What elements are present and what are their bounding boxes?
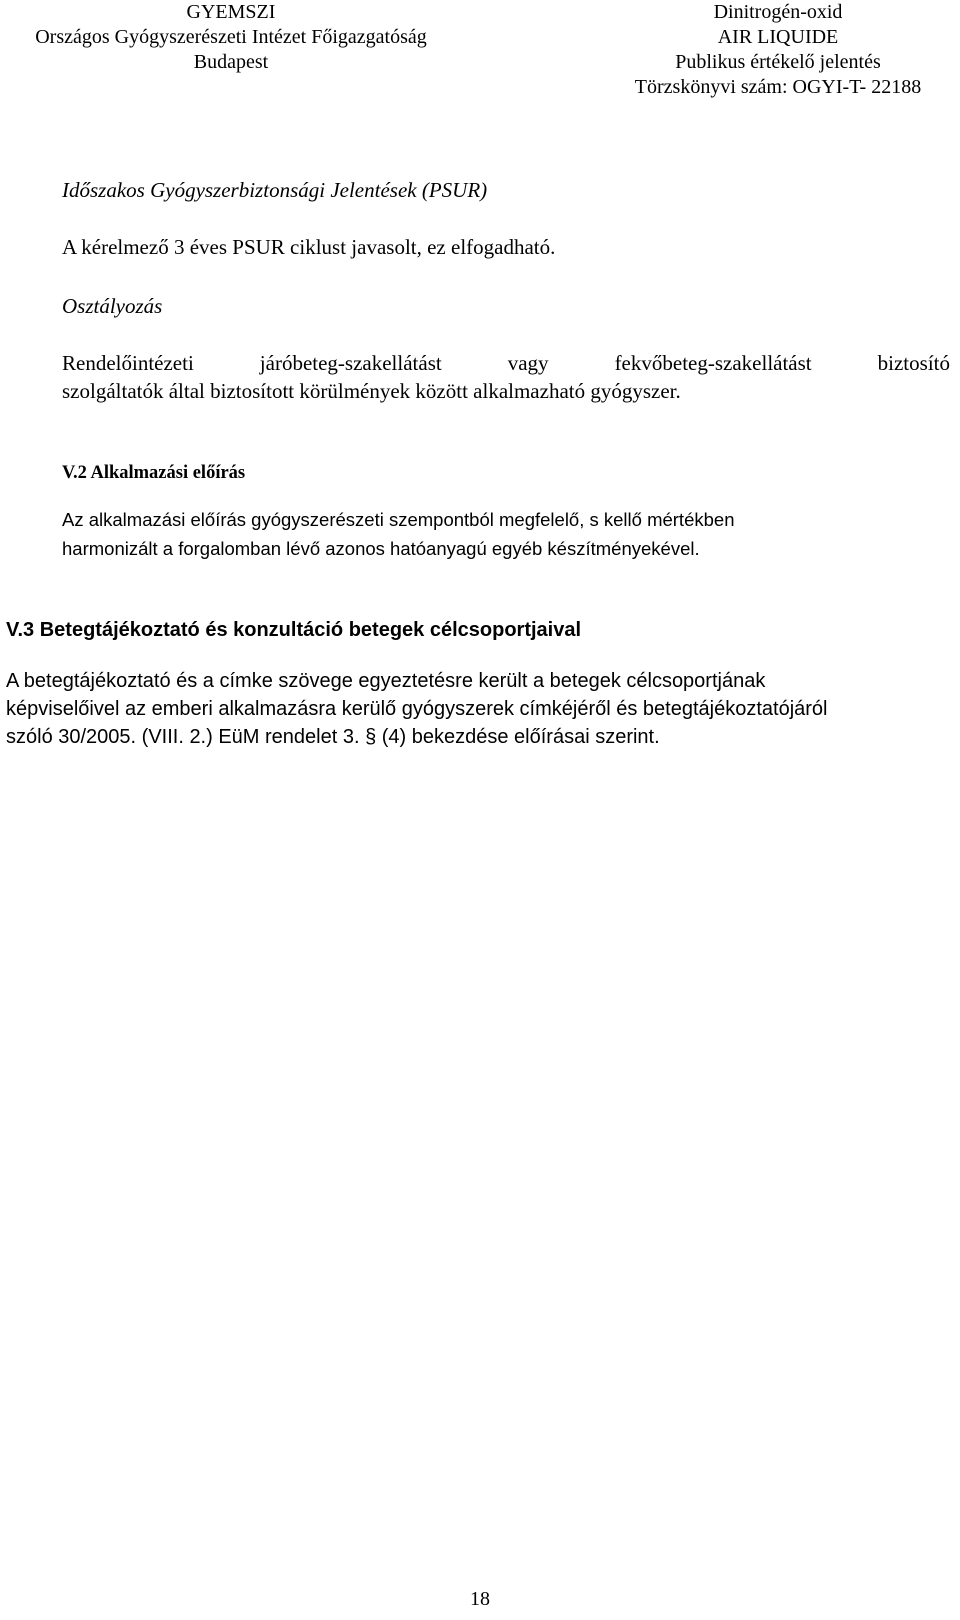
header-left bbox=[6, 0, 456, 75]
header-right bbox=[608, 0, 948, 100]
psur-text: A kérelmező 3 éves PSUR ciklust javasolt, ez elfogadható. bbox=[62, 235, 556, 259]
section-v2-line-1: Az alkalmazási előírás gyógyszerészeti szempontból megfelelő, s kellő mértékben bbox=[62, 509, 735, 530]
psur-section bbox=[62, 176, 950, 261]
psur-heading: Időszakos Gyógyszerbiztonsági Jelentések (PSUR) bbox=[62, 178, 488, 202]
header-registration-number: Törzskönyvi szám: OGYI-T- 22188 bbox=[634, 76, 922, 98]
header-org-short: GYEMSZI bbox=[186, 1, 276, 23]
section-v2-text bbox=[62, 505, 950, 563]
section-v2-title-text: V.2 Alkalmazási előírás bbox=[62, 463, 246, 483]
section-v3 bbox=[6, 617, 950, 751]
header-product: Dinitrogén-oxid bbox=[713, 1, 843, 23]
section-v3-line-2: képviselőivel az emberi alkalmazásra kerülő gyógyszerek címkéjéről és betegtájékoztatójáról bbox=[6, 698, 828, 720]
classification-heading: Osztályozás bbox=[62, 294, 163, 318]
section-v2-title bbox=[62, 460, 950, 485]
section-v3-text bbox=[6, 667, 950, 751]
header-city: Budapest bbox=[193, 51, 269, 73]
header-company: AIR LIQUIDE bbox=[717, 26, 839, 48]
header-org-full: Országos Gyógyszerészeti Intézet Főigazgatóság bbox=[35, 26, 427, 48]
section-v2 bbox=[62, 460, 950, 563]
classification-text bbox=[62, 349, 950, 405]
classification-line-1: Rendelőintézeti járóbeteg-szakellátást vagy fekvőbeteg-szakellátást biztosító bbox=[62, 351, 950, 375]
section-v3-title: V.3 Betegtájékoztató és konzultáció betegek célcsoportjaival bbox=[6, 619, 582, 641]
classification-section bbox=[62, 292, 950, 405]
section-v2-line-2: harmonizált a forgalomban lévő azonos hatóanyagú egyéb készítményekével. bbox=[62, 538, 700, 559]
section-v3-line-3: szóló 30/2005. (VIII. 2.) EüM rendelet 3. § (4) bekezdése előírásai szerint. bbox=[6, 726, 660, 748]
classification-line-2: szolgáltatók által biztosított körülmények között alkalmazható gyógyszer. bbox=[62, 379, 681, 403]
header-report-type: Publikus értékelő jelentés bbox=[675, 51, 881, 73]
page-number: 18 bbox=[470, 1588, 490, 1610]
section-v3-line-1: A betegtájékoztató és a címke szövege egyeztetésre került a betegek célcsoportjának bbox=[6, 670, 766, 692]
